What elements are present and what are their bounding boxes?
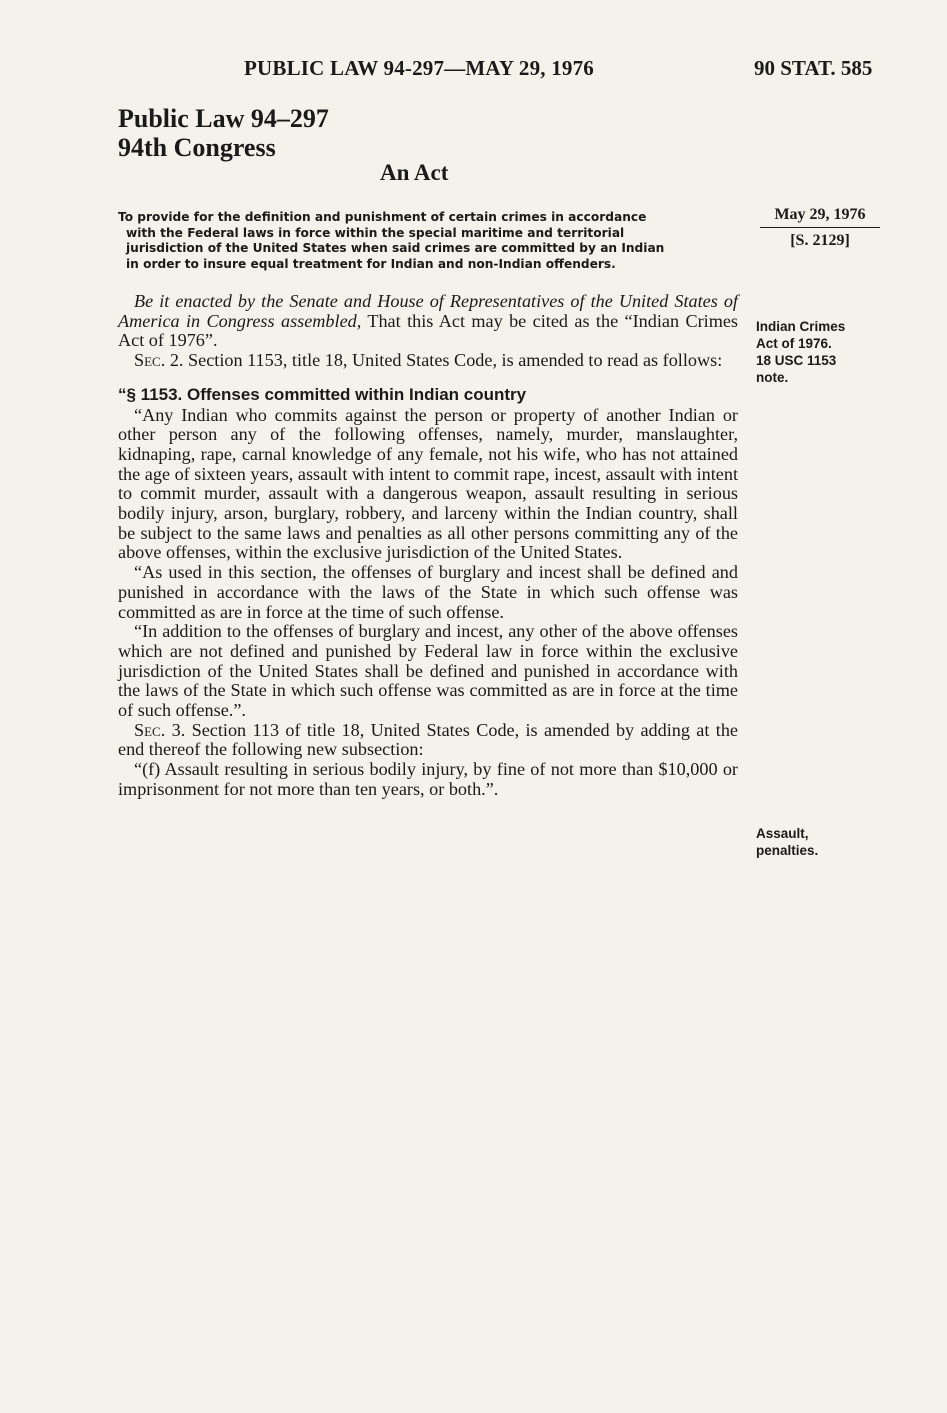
enacting-clause <box>118 292 738 351</box>
margin-note-short-title <box>756 318 876 386</box>
bill-number: [S. 2129] <box>790 232 850 249</box>
purpose-line: in order to insure equal treatment for Indian and non-Indian offenders. <box>126 256 616 271</box>
margin-note-line: penalties. <box>756 843 819 858</box>
statute-page-reference: 90 STAT. 585 <box>754 56 873 80</box>
public-law-number: Public Law 94–297 <box>118 104 329 133</box>
enacting-clause-text: That this Act may be cited as the “Indian Crimes Act of 1976”. <box>118 310 738 351</box>
purpose-line: jurisdiction of the United States when said crimes are committed by an Indian <box>126 241 665 255</box>
act-label: An Act <box>380 160 449 185</box>
subsection-f: “(f) Assault resulting in serious bodily injury, by fine of not more than $10,000 or imprisonment for not more than ten years, or both.”. <box>118 759 738 799</box>
section-3-text: 3. Section 113 of title 18, United States Code, is amended by adding at the end thereof the following new subsection: <box>118 719 738 760</box>
margin-note-line: 18 USC 1153 <box>756 353 837 368</box>
purpose-statement <box>118 210 738 272</box>
law-title-block <box>118 104 329 162</box>
quoted-paragraph: “As used in this section, the offenses of burglary and incest shall be defined and punished in accordance with the laws of the State in which such offense was committed as are in force at the time of such offense. <box>118 562 738 622</box>
margin-note-line: Act of 1976. <box>756 336 832 351</box>
purpose-line: with the Federal laws in force within the special maritime and territorial <box>126 225 625 240</box>
enacting-clause-italic: Be it enacted by the Senate and House of Representatives of the United States of America in Congress assembled, <box>118 291 738 331</box>
section-2-text: 2. Section 1153, title 18, United States Code, is amended to read as follows: <box>165 350 723 371</box>
running-head: PUBLIC LAW 94-297—MAY 29, 1976 <box>244 56 594 80</box>
section-2 <box>118 351 738 371</box>
purpose-line: To provide for the definition and punishment of certain crimes in accordance <box>118 210 647 224</box>
section-label: Sec. <box>134 350 166 371</box>
margin-note-line: note. <box>756 370 789 385</box>
section-1153-heading: “§ 1153. Offenses committed within Indian country <box>118 384 527 404</box>
congress-number: 94th Congress <box>118 133 276 162</box>
quoted-paragraph: “In addition to the offenses of burglary and incest, any other of the above offenses which are not defined and punished by Federal law in force within the exclusive jurisdiction of the United States shall be defined and punished in accordance with the laws of the State in which such offense was committed as are in force at the time of such offense.”. <box>118 621 738 721</box>
margin-note-line: Indian Crimes <box>756 319 846 334</box>
enactment-date-sidenote <box>760 204 880 252</box>
margin-note-assault <box>756 825 876 859</box>
section-label: Sec. <box>134 719 166 740</box>
margin-note-line: Assault, <box>756 826 809 841</box>
enactment-date: May 29, 1976 <box>774 206 866 223</box>
act-body <box>118 292 738 800</box>
section-3 <box>118 721 738 760</box>
quoted-paragraph: “Any Indian who commits against the person or property of another Indian or other person any of the following offenses, namely, murder, manslaughter, kidnaping, rape, carnal knowledge of any female, not his wife, who has not attained the age of sixteen years, assault with intent to commit rape, incest, assault with intent to commit murder, assault with a dangerous weapon, assault resulting in serious bodily injury, arson, burglary, robbery, and larceny within the Indian country, shall be subject to the same laws and penalties as all other persons committing any of the above offenses, within the exclusive jurisdiction of the United States. <box>118 404 738 563</box>
sidenote-rule <box>760 227 880 228</box>
